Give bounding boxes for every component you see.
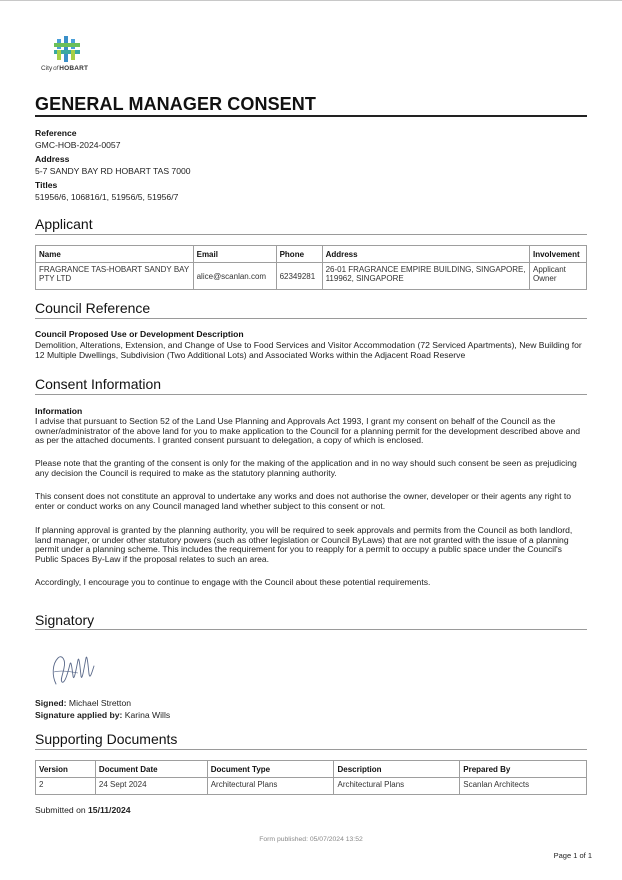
page-title: GENERAL MANAGER CONSENT	[35, 94, 316, 114]
submitted-label: Submitted on	[35, 805, 86, 815]
consent-paragraph-1: I advise that pursuant to Section 52 of the Land Use Planning and Approvals Act 1993, I grant my consent on behalf of the Council as the owner/administrator of the above land for you to make application to the Council for a planning permit for the development described above and as per the attached documents. I granted consent pursuant to delegation, a copy of which is enclosed.	[35, 416, 581, 446]
applicant-col-address: Address	[322, 246, 529, 263]
signature-applied-label: Signature applied by:	[35, 710, 123, 720]
documents-col-description: Description	[334, 761, 460, 778]
signature-image	[48, 646, 108, 690]
signed-name: Michael Stretton	[68, 698, 132, 708]
documents-col-type: Document Type	[207, 761, 334, 778]
signature-applied-line	[35, 710, 170, 720]
reference-value: GMC-HOB-2024-0057	[35, 140, 121, 150]
consent-paragraph-4: If planning approval is granted by the planning authority, you will be required to seek approvals and permits from the Council as both landlord, land manager, or under other statutory powers (such as other legislation or Council ByLaws) that are not granted with the issue of a planning permit under a planning scheme. This includes the requirement for you to reapply for a permit to occupy a public space under the Council's Public Spaces By-Law if the proposal relates to such an area.	[35, 525, 573, 564]
applicant-involvement: Applicant Owner	[529, 263, 586, 290]
documents-col-version: Version	[36, 761, 96, 778]
form-published: Form published: 05/07/2024 13:52	[259, 836, 363, 843]
signatory-divider	[35, 629, 587, 630]
supporting-documents-divider	[35, 749, 587, 750]
table-row	[36, 778, 587, 795]
applicant-heading: Applicant	[35, 216, 93, 232]
signed-label: Signed:	[35, 698, 67, 708]
titles-value: 51956/6, 106816/1, 51956/5, 51956/7	[35, 192, 179, 202]
documents-col-date: Document Date	[95, 761, 207, 778]
address-value: 5-7 SANDY BAY RD HOBART TAS 7000	[35, 166, 191, 176]
document-prepared-by: Scanlan Architects	[460, 778, 587, 795]
consent-paragraph-2: Please note that the granting of the consent is only for the making of the application and in no way should such consent be seen as prejudicing any decision the Council is required to make as the statutory planning authority.	[35, 458, 577, 478]
document-version: 2	[36, 778, 96, 795]
council-reference-heading: Council Reference	[35, 300, 151, 316]
council-description-text: Demolition, Alterations, Extension, and Change of Use to Food Services and Visitor Accommodation (72 Serviced Apartments), New Building for 12 Multiple Dwellings, Subdivision (Two Additional Lots) and Associated Works within the Adjacent Road Reserve	[35, 340, 582, 360]
applicant-col-involvement: Involvement	[529, 246, 586, 263]
signatory-heading: Signatory	[35, 612, 95, 628]
document-type: Architectural Plans	[207, 778, 334, 795]
council-description-label: Council Proposed Use or Development Description	[35, 329, 244, 339]
reference-label: Reference	[35, 128, 77, 138]
applicant-phone: 62349281	[276, 263, 322, 290]
applicant-col-email: Email	[193, 246, 276, 263]
documents-col-prepared-by: Prepared By	[460, 761, 587, 778]
consent-paragraph-3: This consent does not constitute an approval to undertake any works and does not authorise the owner, developer or their agents any right to enter or conduct works on any Council managed land whether subject to this consent or not.	[35, 491, 572, 511]
address-label: Address	[35, 154, 70, 164]
consent-divider	[35, 394, 587, 395]
council-reference-divider	[35, 318, 587, 319]
page-number: Page 1 of 1	[553, 851, 592, 860]
supporting-documents-heading: Supporting Documents	[35, 731, 178, 747]
signed-line	[35, 698, 131, 708]
submitted-line	[35, 805, 131, 815]
document-date: 24 Sept 2024	[95, 778, 207, 795]
applicant-address: 26-01 FRAGRANCE EMPIRE BUILDING, SINGAPORE, 119962, SINGAPORE	[322, 263, 529, 290]
titles-label: Titles	[35, 180, 58, 190]
document-description: Architectural Plans	[334, 778, 460, 795]
applicant-name: FRAGRANCE TAS-HOBART SANDY BAY PTY LTD	[36, 263, 194, 290]
top-border	[0, 0, 622, 1]
applicant-col-name: Name	[36, 246, 194, 263]
applicant-divider	[35, 234, 587, 235]
logo-wordmark: CityofHOBART	[41, 65, 89, 72]
table-row	[36, 263, 587, 290]
submitted-date: 15/11/2024	[88, 805, 131, 815]
applicant-col-phone: Phone	[276, 246, 322, 263]
signature-applied-name: Karina Wills	[124, 710, 171, 720]
applicant-email: alice@scanlan.com	[193, 263, 276, 290]
documents-table	[35, 760, 587, 795]
consent-heading: Consent Information	[35, 376, 162, 392]
consent-info-label: Information	[35, 406, 83, 416]
title-divider	[35, 115, 587, 117]
consent-paragraph-5: Accordingly, I encourage you to continue to engage with the Council about these potential requirements.	[35, 577, 431, 587]
applicant-table	[35, 245, 587, 290]
